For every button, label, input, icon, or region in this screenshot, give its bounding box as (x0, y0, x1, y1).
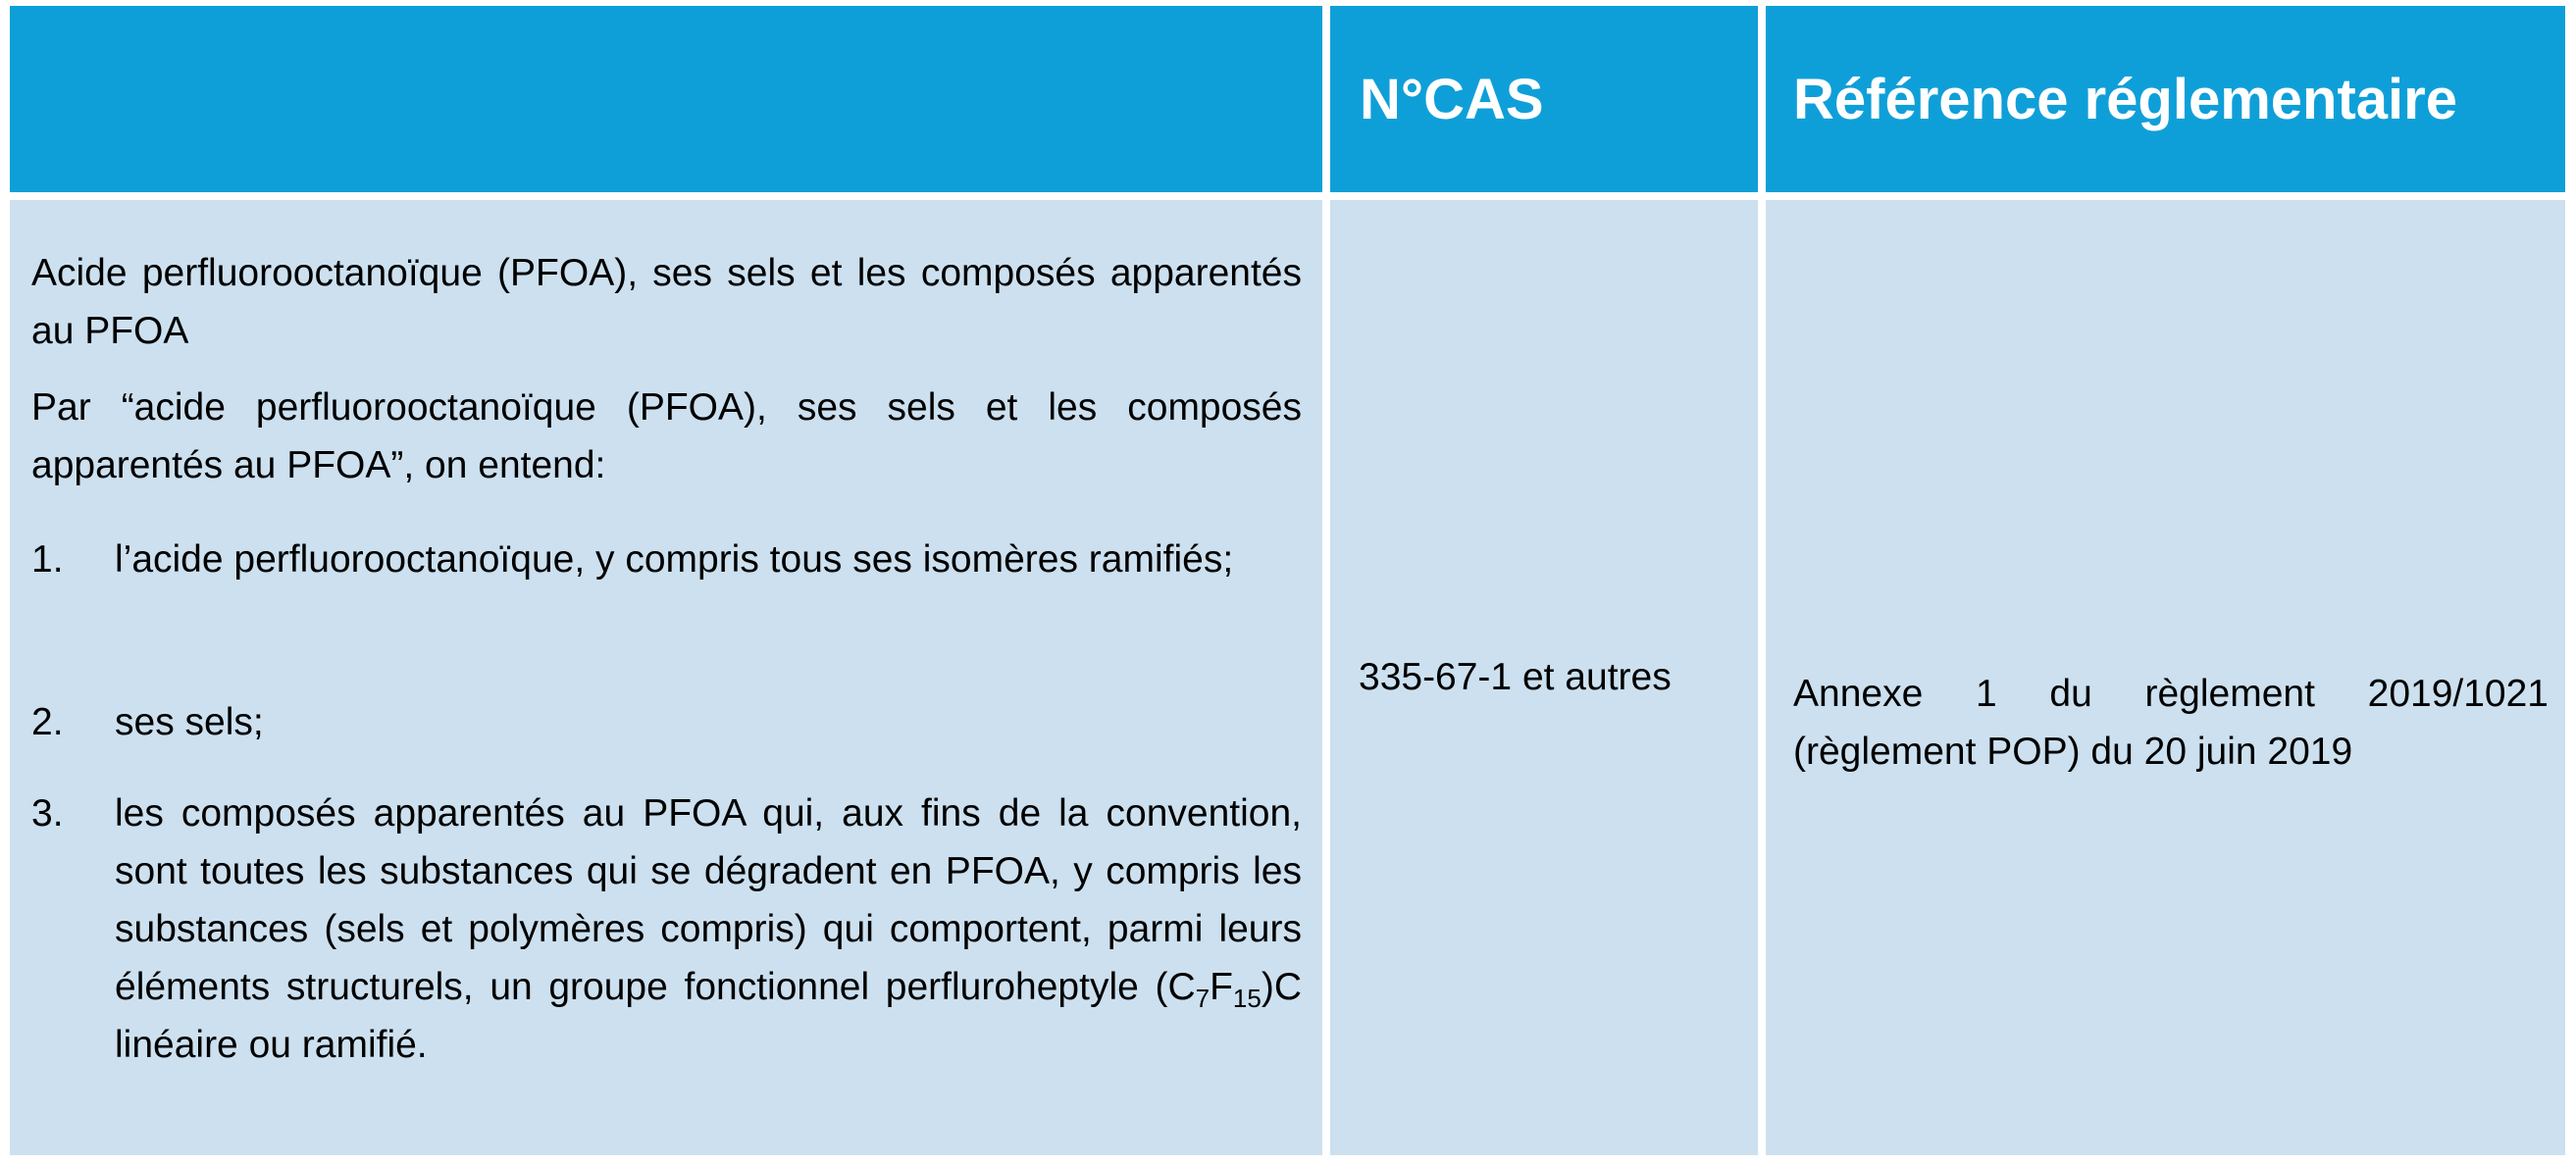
list-item-number: 1. (31, 538, 64, 581)
subscript-carbon-count: 7 (1195, 984, 1211, 1013)
list-item-text-start: les composés apparentés au PFOA qui, aux fins de la convention, sont toutes les substances qui se dégradent en PFOA, y compris les substances (sels et polymères compris) qui comportent, parmi leurs éléments structurels, un groupe fonctionnel perfluroheptyle (C (115, 792, 1302, 1008)
substance-cell (10, 200, 1322, 1155)
header-reference-label: Référence réglementaire (1793, 67, 2457, 131)
list-item-text: ses sels; (115, 701, 264, 743)
substance-title: Acide perfluorooctanoïque (PFOA), ses sels et les composés apparentés au PFOA (31, 252, 1302, 352)
regulation-table (10, 6, 2565, 1155)
regulatory-reference: Annexe 1 du règlement 2019/1021 (règlement POP) du 20 juin 2019 (1793, 673, 2549, 773)
header-cell-reference (1766, 6, 2565, 192)
formula-fluorine: F (1210, 966, 1233, 1008)
cas-cell (1330, 200, 1758, 1155)
list-item-number: 2. (31, 701, 64, 743)
header-cell-cas (1330, 6, 1758, 192)
definition-intro: Par “acide perfluorooctanoïque (PFOA), ses sels et les composés apparentés au PFOA”, on entend: (31, 386, 1302, 486)
list-item-text (115, 784, 1302, 1074)
header-cell-substance (10, 6, 1322, 192)
list-item-text-end: )C linéaire ou ramifié. (115, 966, 1302, 1066)
list-item-number: 3. (31, 792, 64, 835)
list-item-text: l’acide perfluorooctanoïque, y compris tous ses isomères ramifiés; (115, 538, 1234, 581)
cas-number: 335-67-1 et autres (1359, 656, 1672, 698)
subscript-fluorine-count: 15 (1232, 984, 1262, 1013)
header-cas-label: N°CAS (1360, 67, 1544, 131)
reference-cell (1766, 200, 2565, 1155)
